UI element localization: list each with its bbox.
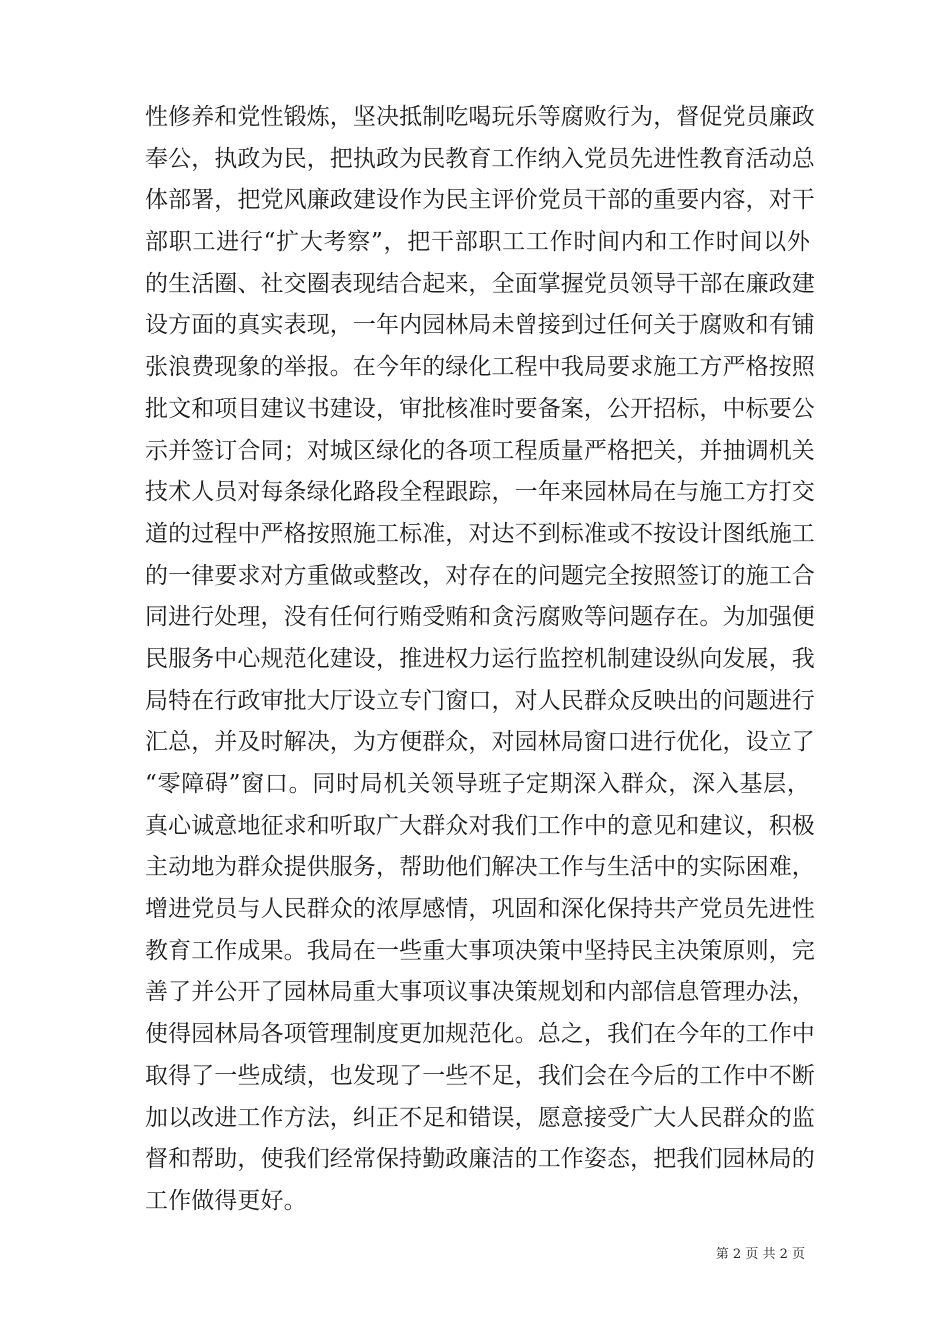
text-line: 工作做得更好。 [145,1187,307,1214]
text-line: 加以改进工作方法，纠正不足和错误，愿意接受广大人民群众的监 [145,1104,815,1131]
text-line: 道的过程中严格按照施工标准，对达不到标准或不按设计图纸施工 [145,520,815,547]
text-line: 局特在行政审批大厅设立专门窗口，对人民群众反映出的问题进行 [145,687,815,714]
text-line: 设方面的真实表现，一年内园林局未曾接到过任何关于腐败和有铺 [145,312,815,339]
text-line: 示并签订合同；对城区绿化的各项工程质量严格把关，并抽调机关 [145,437,815,464]
text-line: 民服务中心规范化建设，推进权力运行监控机制建设纵向发展，我 [145,645,815,672]
text-line: 增进党员与人民群众的浓厚感情，巩固和深化保持共产党员先进性 [145,896,815,923]
text-line: “零障碍”窗口。同时局机关领导班子定期深入群众，深入基层， [145,771,810,797]
text-line: 奉公，执政为民，把执政为民教育工作纳入党员先进性教育活动总 [145,145,815,172]
text-line: 汇总，并及时解决，为方便群众，对园林局窗口进行优化，设立了 [145,729,815,756]
text-line: 使得园林局各项管理制度更加规范化。总之，我们在今年的工作中 [145,1021,815,1048]
text-line: 善了并公开了园林局重大事项议事决策规划和内部信息管理办法， [145,979,815,1006]
text-line: 的一律要求对方重做或整改，对存在的问题完全按照签订的施工合 [145,562,815,589]
text-line: 部职工进行“扩大考察”，把干部职工工作时间内和工作时间以外 [145,229,810,256]
text-line: 的生活圈、社交圈表现结合起来，全面掌握党员领导干部在廉政建 [145,270,815,297]
text-line: 批文和项目建议书建设，审批核准时要备案，公开招标，中标要公 [145,395,815,422]
body-paragraph [145,97,815,1223]
text-line: 技术人员对每条绿化路段全程跟踪，一年来园林局在与施工方打交 [145,479,815,506]
text-line: 教育工作成果。我局在一些重大事项决策中坚持民主决策原则，完 [145,937,815,964]
text-line: 主动地为群众提供服务，帮助他们解决工作与生活中的实际困难， [145,854,815,881]
text-line: 同进行处理，没有任何行贿受贿和贪污腐败等问题存在。为加强便 [145,604,815,631]
text-line: 督和帮助，使我们经常保持勤政廉洁的工作姿态，把我们园林局的 [145,1146,815,1173]
text-line: 体部署，把党风廉政建设作为民主评价党员干部的重要内容，对干 [145,187,815,214]
text-line: 取得了一些成绩，也发现了一些不足，我们会在今后的工作中不断 [145,1062,815,1089]
page-number-footer: 第 2 页 共 2 页 [715,1247,805,1262]
text-line: 性修养和党性锻炼，坚决抵制吃喝玩乐等腐败行为，督促党员廉政 [145,104,815,130]
text-line: 张浪费现象的举报。在今年的绿化工程中我局要求施工方严格按照 [145,354,815,381]
text-line: 真心诚意地征求和听取广大群众对我们工作中的意见和建议，积极 [145,812,815,839]
